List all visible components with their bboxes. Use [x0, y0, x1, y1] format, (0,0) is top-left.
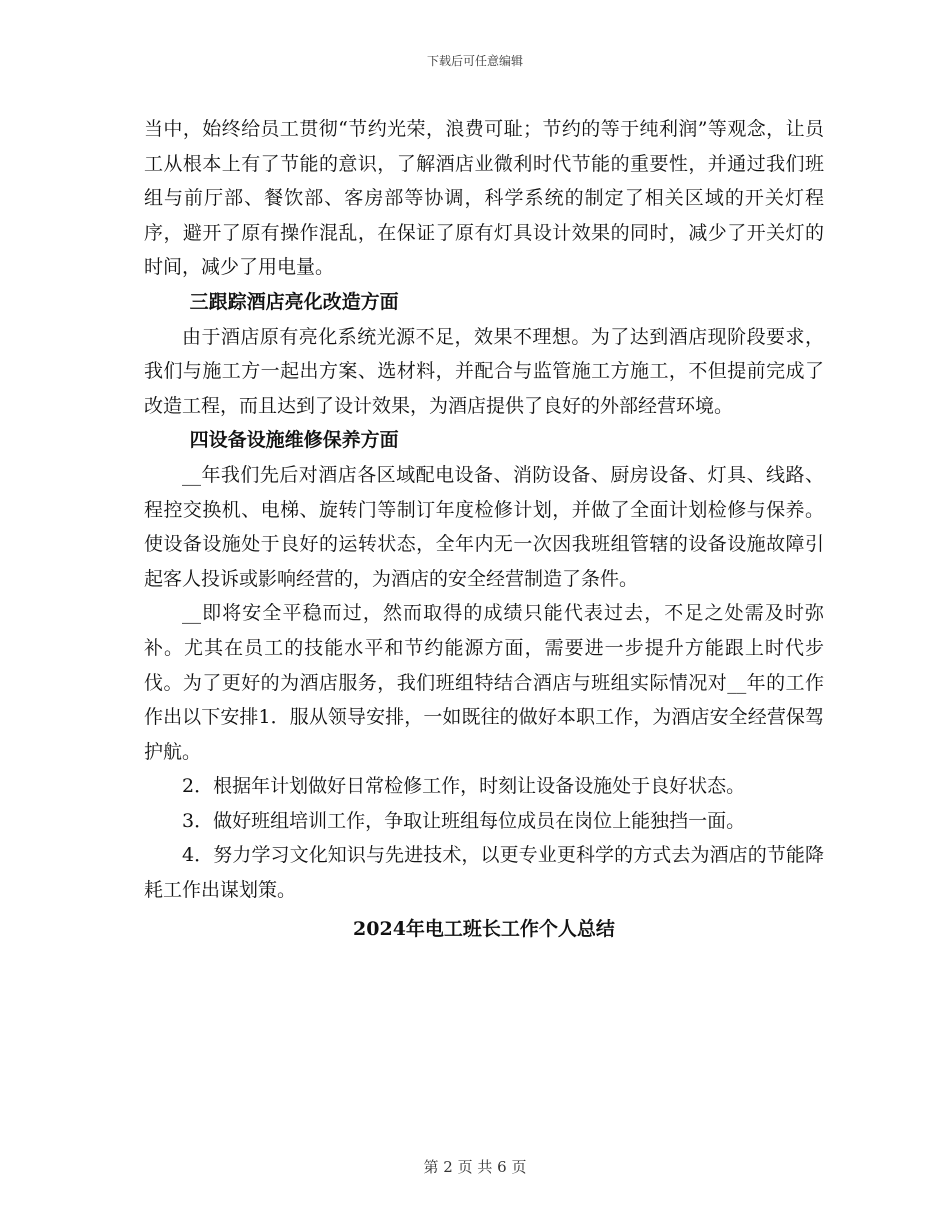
section-heading-3: 三跟踪酒店亮化改造方面 — [189, 290, 399, 313]
list-item-4: 4．努力学习文化知识与先进技术，以更专业更科学的方式去为酒店的节能降耗工作出谋划策。 — [144, 844, 824, 902]
document-body — [144, 112, 824, 946]
list-item-2: 2．根据年计划做好日常检修工作，时刻让设备设施处于良好状态。 — [182, 775, 746, 798]
paragraph-section-4: __年我们先后对酒店各区域配电设备、消防设备、厨房设备、灯具、线路、程控交换机、电梯、旋转门等制订年度检修计划，并做了全面计划检修与保养。使设备设施处于良好的运转状态，全年内无一次因我班组管辖的设备设施故障引起客人投诉或影响经营的，为酒店的安全经营制造了条件。 — [144, 463, 824, 590]
page-header: 下载后可任意编辑 — [426, 54, 523, 68]
paragraph-plan: __即将安全平稳而过，然而取得的成绩只能代表过去，不足之处需及时弥补。尤其在员工的技能水平和节约能源方面，需要进一步提升方能跟上时代步伐。为了更好的为酒店服务，我们班组特结合酒店与班组实际情况对__年的工作作出以下安排1．服从领导安排，一如既往的做好本职工作，为酒店安全经营保驾护航。 — [144, 602, 824, 763]
paragraph-intro: 当中，始终给员工贯彻“节约光荣，浪费可耻；节约的等于纯利润”等观念，让员工从根本上有了节能的意识，了解酒店业微利时代节能的重要性，并通过我们班组与前厅部、餐饮部、客房部等协调，科学系统的制定了相关区域的开关灯程序，避开了原有操作混乱，在保证了原有灯具设计效果的同时，减少了开关灯的时间，减少了用电量。 — [144, 118, 824, 279]
list-item-3: 3．做好班组培训工作，争取让班组每位成员在岗位上能独挡一面。 — [182, 809, 746, 832]
next-document-title: 2024年电工班长工作个人总结 — [353, 917, 615, 940]
page-number: 第 2 页 共 6 页 — [423, 1158, 527, 1176]
paragraph-section-3: 由于酒店原有亮化系统光源不足，效果不理想。为了达到酒店现阶段要求，我们与施工方一起出方案、选材料，并配合与监管施工方施工，不但提前完成了改造工程，而且达到了设计效果，为酒店提供了良好的外部经营环境。 — [144, 325, 824, 417]
section-heading-4: 四设备设施维修保养方面 — [189, 429, 399, 452]
